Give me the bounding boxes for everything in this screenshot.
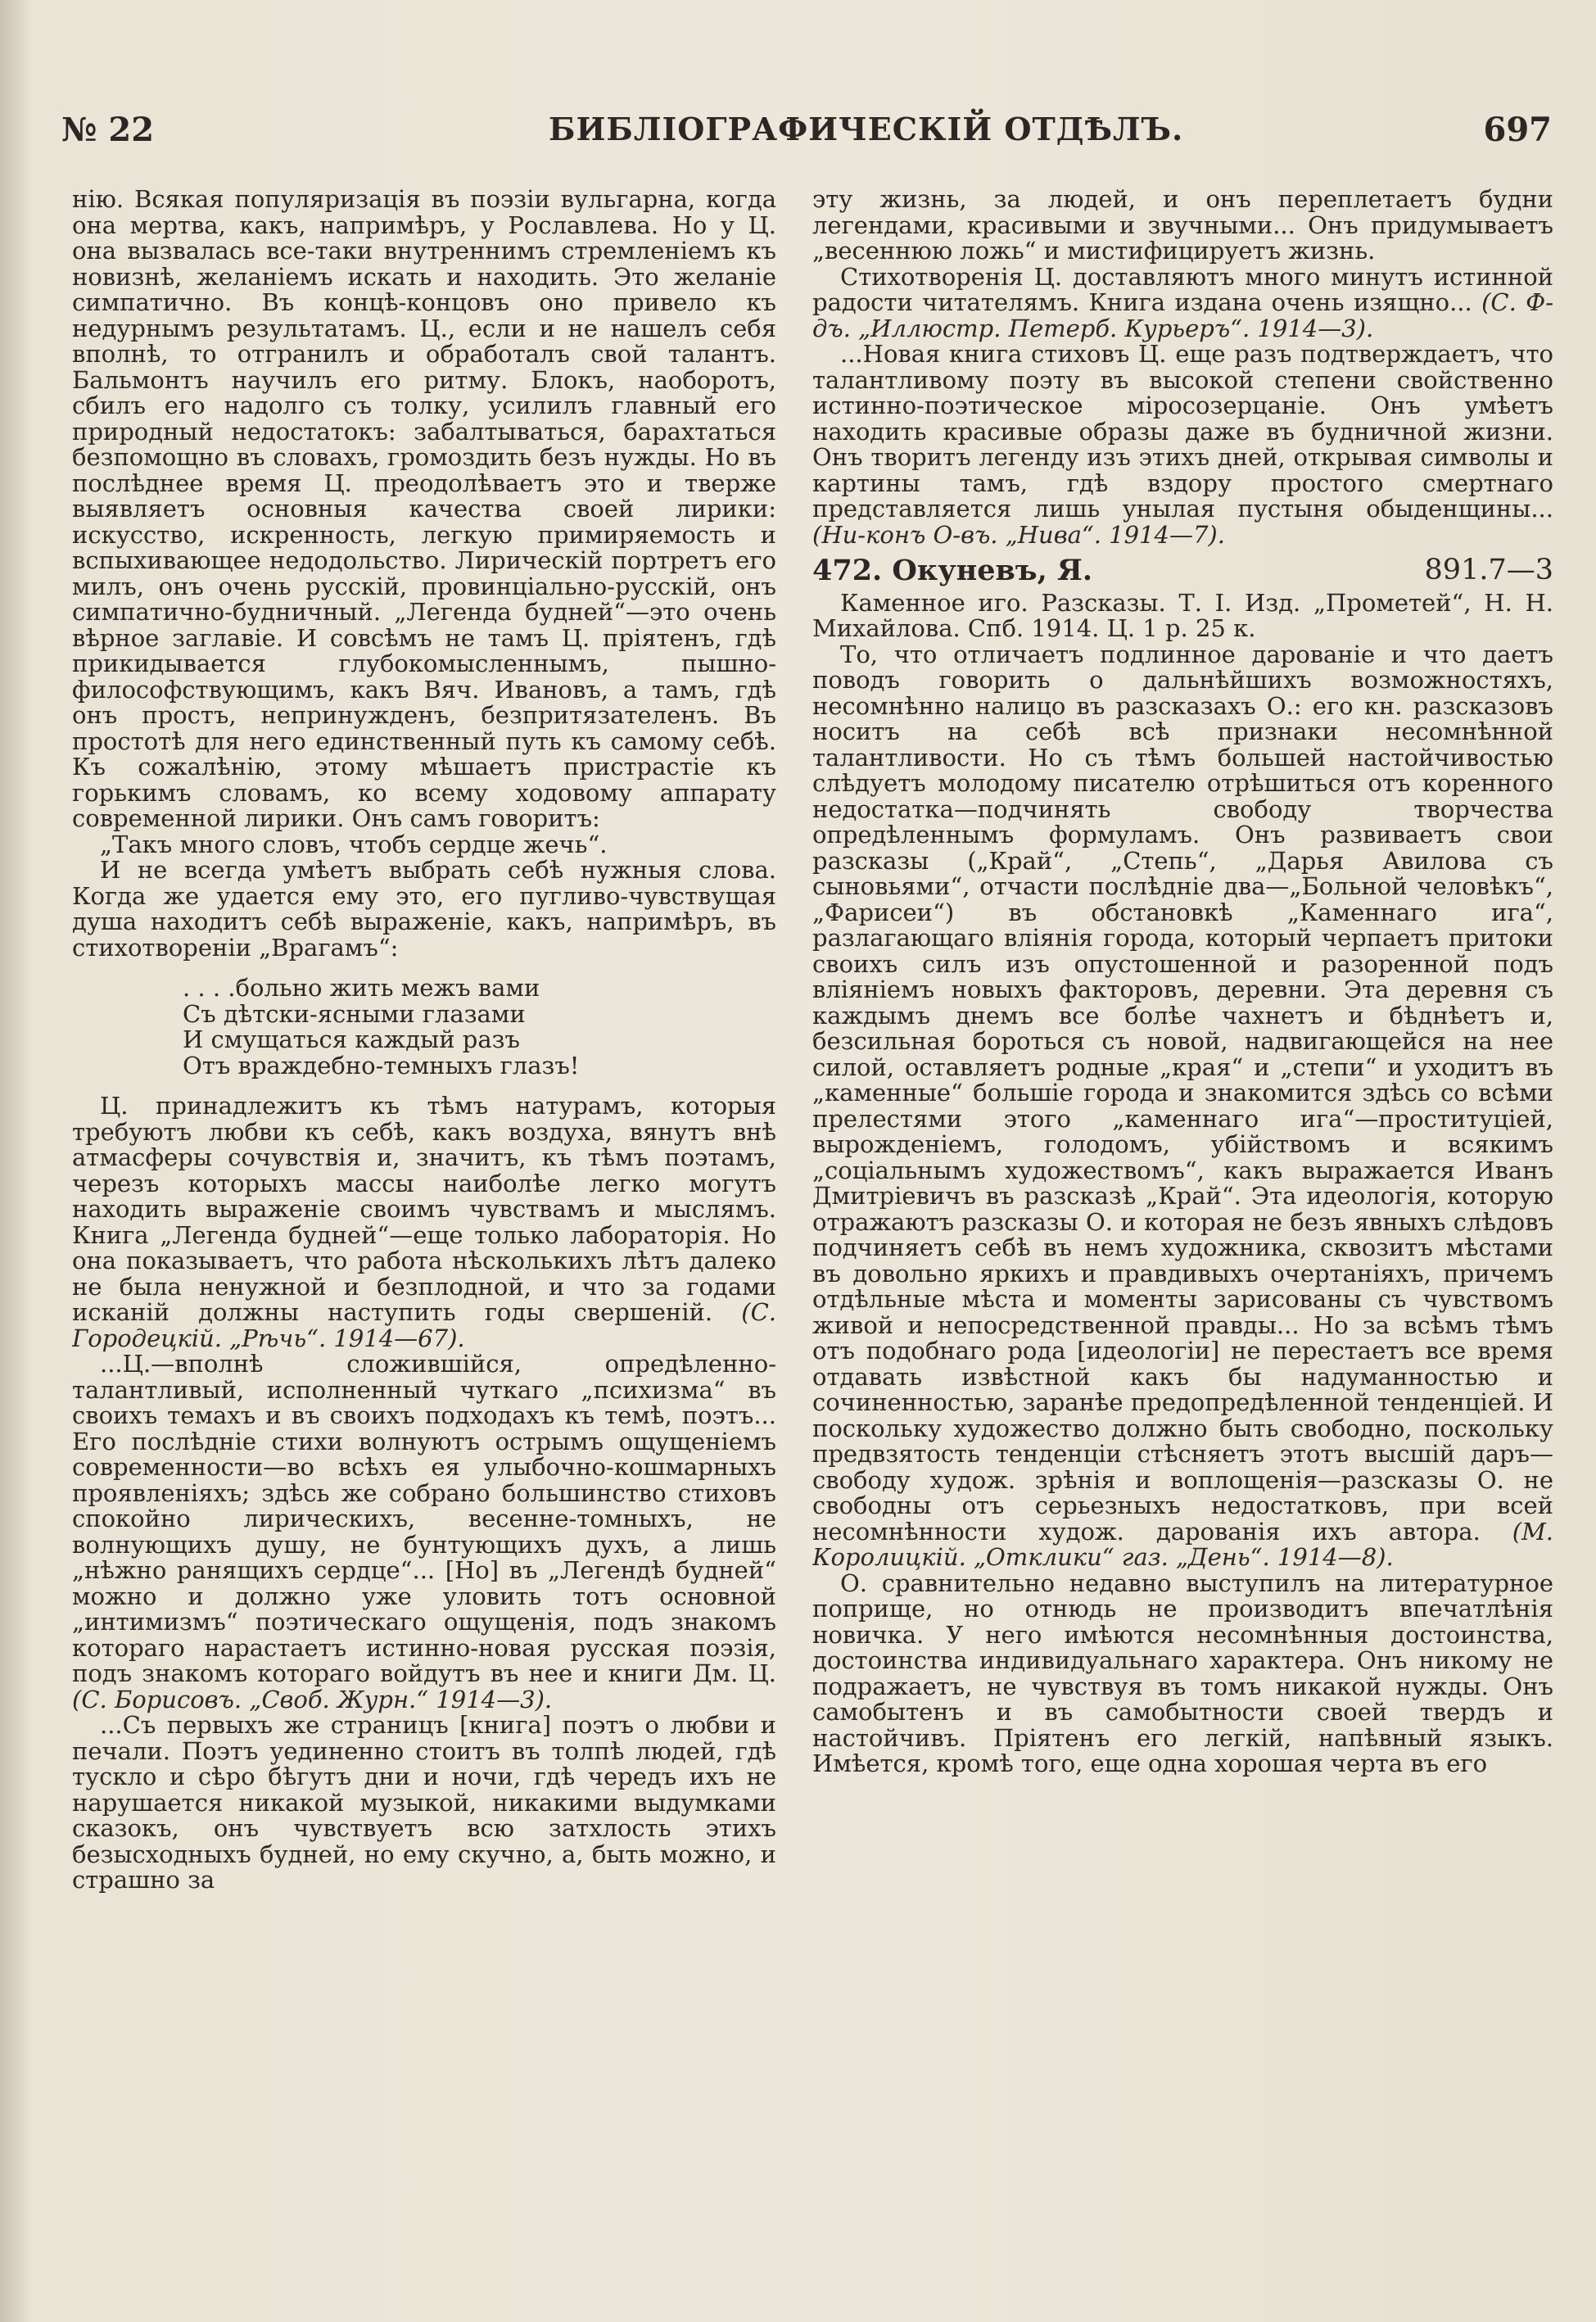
citation: (С. Городецкій. „Рѣчь“. 1914—67). xyxy=(72,1298,776,1352)
verse-line: . . . .больно жить межъ вами xyxy=(183,974,540,1002)
left-column xyxy=(72,187,776,2292)
bibliography-entry-heading xyxy=(812,554,1553,587)
citation: (С. Борисовъ. „Своб. Журн.“ 1914—3). xyxy=(72,1685,553,1713)
paragraph: эту жизнь, за людей, и онъ переплетаетъ будни легендами, красивыми и звучными... Онъ придумываетъ „весеннюю ложь“ и мистифицируетъ жизнь. xyxy=(812,187,1553,265)
citation: (С. Ф-дъ. „Иллюстр. Петерб. Курьеръ“. 1914—3). xyxy=(812,288,1553,342)
paragraph: нію. Всякая популяризація въ поэзіи вульгарна, когда она мертва, какъ, напримѣръ, у Рославлева. Но у Ц. она вызвалась все-таки внутреннимъ стремленіемъ къ новизнѣ, желаніемъ искать и находить. Это желаніе симпатично. Въ концѣ-концовъ оно привело къ недурнымъ результатамъ. Ц., если и не нашелъ себя вполнѣ, то отгранилъ и обработалъ свой талантъ. Бальмонтъ научилъ его ритму. Блокъ, наоборотъ, сбилъ его надолго съ толку, усилилъ главный его природный недостатокъ: забалтываться, барахтаться безпомощно въ словахъ, громоздить безъ нужды. Но въ послѣднее время Ц. преодолѣваетъ это и тверже выявляетъ основныя качества своей лирики: искусство, искренность, легкую примиряемость и вспыхивающее недодольство. Лирическій портретъ его милъ, онъ очень русскій, провинціально-русскій, онъ симпатично-будничный. „Легенда будней“—это очень вѣрное заглавіе. И совсѣмъ не тамъ Ц. пріятенъ, гдѣ прикидывается глубокомысленнымъ, пышно-философствующимъ, какъ Вяч. Ивановъ, а тамъ, гдѣ онъ простъ, непринужденъ, безпритязателенъ. Въ простотѣ для него единственный путь къ самому себѣ. Къ сожалѣнію, этому мѣшаетъ пристрастіе къ горькимъ словамъ, ко всему ходовому аппарату современной лирики. Онъ самъ говоритъ: xyxy=(72,187,776,832)
verse-line: Съ дѣтски-ясными глазами xyxy=(183,999,526,1028)
paragraph-text: ...Новая книга стиховъ Ц. еще разъ подтверждаетъ, что талантливому поэту въ высокой степени свойственно истинно-поэтическое міросозерцаніе. Онъ умѣетъ находить красивые образы даже въ будничной жизни. Онъ творитъ легенду изъ этихъ дней, открывая символы и картины тамъ, гдѣ вздору простого смертнаго представляется лишь унылая пустыня обыденщины... xyxy=(812,340,1553,523)
running-header xyxy=(61,111,1552,160)
citation: (Ни-конъ О-въ. „Нива“. 1914—7). xyxy=(812,520,1225,549)
verse-line: Отъ враждебно-темныхъ глазъ! xyxy=(183,1051,580,1080)
publication-details: Каменное иго. Разсказы. Т. I. Изд. „Прометей“, Н. Н. Михайлова. Спб. 1914. Ц. 1 р. 25 к. xyxy=(812,588,1553,642)
issue-number: № 22 xyxy=(61,111,155,149)
paragraph: И не всегда умѣетъ выбрать себѣ нужныя слова. Когда же удается ему это, его пугливо-чувствущая душа находитъ себѣ выраженіе, какъ, напримѣръ, въ стихотвореніи „Врагамъ“: xyxy=(72,856,776,962)
paragraph xyxy=(812,262,1553,342)
poem-excerpt xyxy=(72,975,776,1079)
paragraph-text: Стихотворенія Ц. доставляютъ много минутъ истинной радости читателямъ. Книга издана очень изящно... xyxy=(812,262,1553,316)
paragraph xyxy=(72,1351,776,1713)
paragraph: О. сравнительно недавно выступилъ на литературное поприще, но отнюдь не производитъ впечатлѣнія новичка. У него имѣются несомнѣнныя достоинства, достоинства индивидуальнаго характера. Онъ никому не подражаетъ, не чувствуя въ томъ никакой нужды. Онъ самобытенъ и въ самобытности своей твердъ и настойчивъ. Пріятенъ его легкій, напѣвный языкъ. Имѣется, кромѣ того, еще одна хорошая черта въ его xyxy=(812,1568,1553,1777)
verse-line: И смущаться каждый разъ xyxy=(183,1025,520,1053)
section-title: БИБЛІОГРАФИЧЕСКІЙ ОТДѢЛЪ. xyxy=(549,111,1184,147)
citation: (М. Королицкій. „Отклики“ газ. „День“. 1914—8). xyxy=(812,1517,1553,1571)
classification-code: 891.7—3 xyxy=(1424,554,1553,586)
paragraph-text: Ц. принадлежитъ къ тѣмъ натурамъ, которыя требуютъ любви къ себѣ, какъ воздуха, вянутъ внѣ атмасферы сочувствія и, значитъ, къ тѣмъ поэтамъ, черезъ которыхъ массы наиболѣе легко могутъ находить выраженіе своимъ чувствамъ и мыслямъ. Книга „Легенда будней“—еще только лабораторія. Но она показываетъ, что работа нѣсколькихъ лѣтъ далеко не была ненужной и безплодной, и что за годами исканій должны наступить годы свершеній. xyxy=(72,1092,776,1326)
right-column xyxy=(812,187,1553,2292)
paragraph: ...Съ первыхъ же страницъ [книга] поэтъ о любви и печали. Поэтъ уединенно стоитъ въ толпѣ людей, гдѣ тускло и сѣро бѣгутъ дни и ночи, гдѣ чередъ ихъ не нарушается никакой музыкой, никакими выдумками сказокъ, онъ чувствуетъ всю затхлость этихъ безысходныхъ будней, но ему скучно, а, быть можно, и страшно за xyxy=(72,1711,776,1894)
paragraph xyxy=(72,1093,776,1351)
paragraph xyxy=(812,342,1553,548)
page-number: 697 xyxy=(1483,111,1552,149)
entry-author: 472. Окуневъ, Я. xyxy=(812,554,1093,587)
paragraph xyxy=(812,642,1553,1571)
paragraph-text: ...Ц.—вполнѣ сложившійся, опредѣленно-талантливый, исполненный чуткаго „психизма“ въ своихъ темахъ и въ своихъ подходахъ къ темѣ, поэтъ... Его послѣдніе стихи волнуютъ острымъ ощущеніемъ современности—во всѣхъ ея улыбочно-кошмарныхъ проявленіяхъ; здѣсь же собрано большинство стиховъ спокойно лирическихъ, весенне-томныхъ, не волнующихъ душу, не бунтующихъ духъ, а лишь „нѣжно ранящихъ сердце“... [Но] въ „Легендѣ будней“ можно и должно уже уловить тотъ основной „интимизмъ“ поэтическаго ощущенія, подъ знакомъ котораго нарастаетъ истинно-новая русская поэзія, подъ знакомъ котораго войдутъ въ нее и книги Дм. Ц. xyxy=(72,1350,776,1687)
paragraph-text: То, что отличаетъ подлинное дарованіе и что даетъ поводъ говорить о дальнѣйшихъ возможностяхъ, несомнѣнно налицо въ разсказахъ О.: его кн. разсказовъ носитъ на себѣ всѣ признаки несомнѣнной талантливости. Но съ тѣмъ большей настойчивостью слѣдуетъ молодому писателю отрѣшиться отъ коренного недостатка—подчинять свободу творчества опредѣленнымъ формуламъ. Онъ развиваетъ свои разсказы („Край“, „Степь“, „Дарья Авилова съ сыновьями“, отчасти послѣдніе два—„Больной человѣкъ“, „Фарисеи“) въ обстановкѣ „Каменнаго ига“, разлагающаго вліянія города, который черпаетъ притоки своихъ силъ изъ опустошенной и разоренной подъ вліяніемъ новыхъ факторовъ, деревни. Эта деревня съ каждымъ днемъ все болѣе чахнетъ и бѣднѣетъ и, безсильная бороться съ новой, надвигающейся на нее силой, оставляетъ родные „края“ и „степи“ и уходитъ въ „каменные“ большіе города и знакомится здѣсь со всѣми прелестями этого „каменнаго ига“—проституціей, вырожденіемъ, голодомъ, убійствомъ и всякимъ „соціальнымъ художествомъ“, какъ выражается Иванъ Дмитріевичъ въ разсказѣ „Край“. Эта идеологія, которую отражаютъ разсказы О. и которая не безъ явныхъ слѣдовъ подчиняетъ себѣ въ немъ художника, сквозитъ мѣстами въ довольно яркихъ и правдивыхъ очертаніяхъ, причемъ отдѣльные мѣста и моменты зарисованы съ чувствомъ живой и непосредственной правды... Но за всѣмъ тѣмъ отъ подобнаго рода [идеологіи] не перестаетъ все время отдавать извѣстной какъ бы надуманностью и сочиненностью, заранѣе предопредѣленной тенденціей. И поскольку художество должно быть свободно, поскольку предвзятость тенденціи стѣсняетъ этотъ высшій даръ—свободу худож. зрѣнія и воплощенія—разсказы О. не свободны отъ серьезныхъ недостатковъ, при всей несомнѣнности худож. дарованія ихъ автора. xyxy=(812,640,1553,1546)
quote-line: „Такъ много словъ, чтобъ сердце жечь“. xyxy=(100,830,608,858)
